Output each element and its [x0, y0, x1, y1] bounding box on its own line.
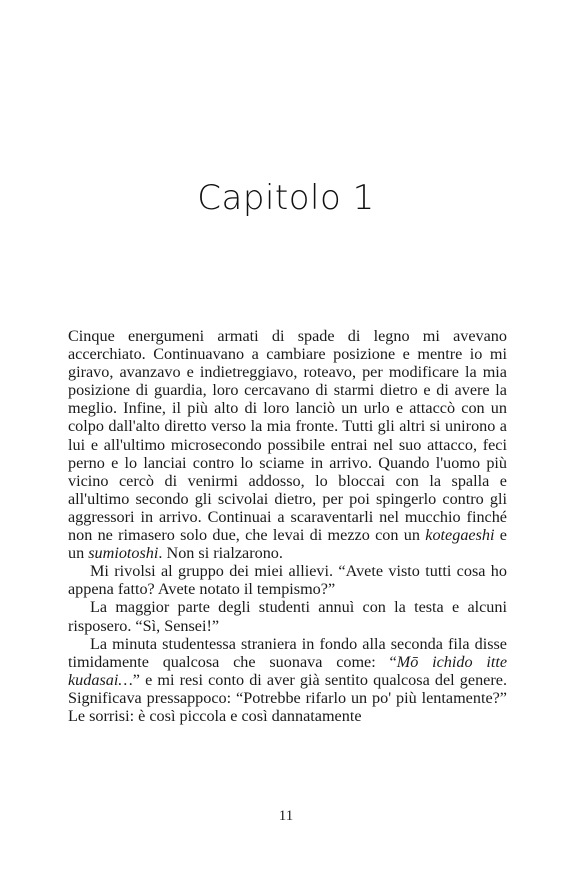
chapter-body	[68, 327, 507, 725]
text-run: . Non si rialzarono.	[158, 544, 283, 563]
italic-term: kotegaeshi	[425, 526, 495, 545]
page-number: 11	[278, 808, 294, 824]
text-run: La maggior parte degli studenti annuì con la testa e alcuni risposero. “Sì, Sensei!”	[68, 598, 507, 635]
chapter-title: Capitolo 1	[197, 178, 375, 218]
paragraph	[68, 598, 507, 634]
text-run: Cinque energumeni armati di spade di legno mi avevano accerchiato. Continuavano a cambiare posizione e mentre io mi giravo, avanzavo e indietreggiavo, roteavo, per modificare la mia posizione di guardia, loro cercavano di starmi dietro e di avere la meglio. Infine, il più alto di loro lanciò un urlo e attaccò con un colpo dall'alto diretto verso la mia fronte. Tutti gli altri si unirono a lui e all'ultimo microsecondo possibile entrai nel suo attacco, feci perno e lo lanciai contro lo sciame in arrivo. Quando l'uomo più vicino cercò di venirmi addosso, lo bloccai con la spalla e all'ultimo secondo gli scivolai dietro, per poi spingerlo contro gli aggressori in arrivo. Continuai a scaraventarli nel mucchio finché non ne rimasero solo due, che levai di mezzo con un	[68, 327, 507, 545]
paragraph	[68, 327, 507, 562]
paragraph	[68, 635, 507, 725]
text-run: Mi rivolsi al gruppo dei miei allievi. “Avete visto tutti cosa ho appena fatto? Avete notato il tempismo?”	[68, 562, 507, 599]
text-run: ” e mi resi conto di aver già sentito qualcosa del genere. Significava pressappoco: “Potrebbe rifarlo un po' più lentamente?” Le sorrisi: è così piccola e così dannatamente	[68, 670, 507, 725]
text-run: La minuta studentessa straniera in fondo alla seconda fila disse timidamente qualcosa che suonava come: “	[68, 634, 507, 671]
italic-term: Mō ichido itte kudasai…	[68, 652, 508, 689]
text-run: e un	[68, 526, 507, 563]
paragraph	[68, 562, 507, 598]
italic-term: sumiotoshi	[88, 544, 159, 563]
